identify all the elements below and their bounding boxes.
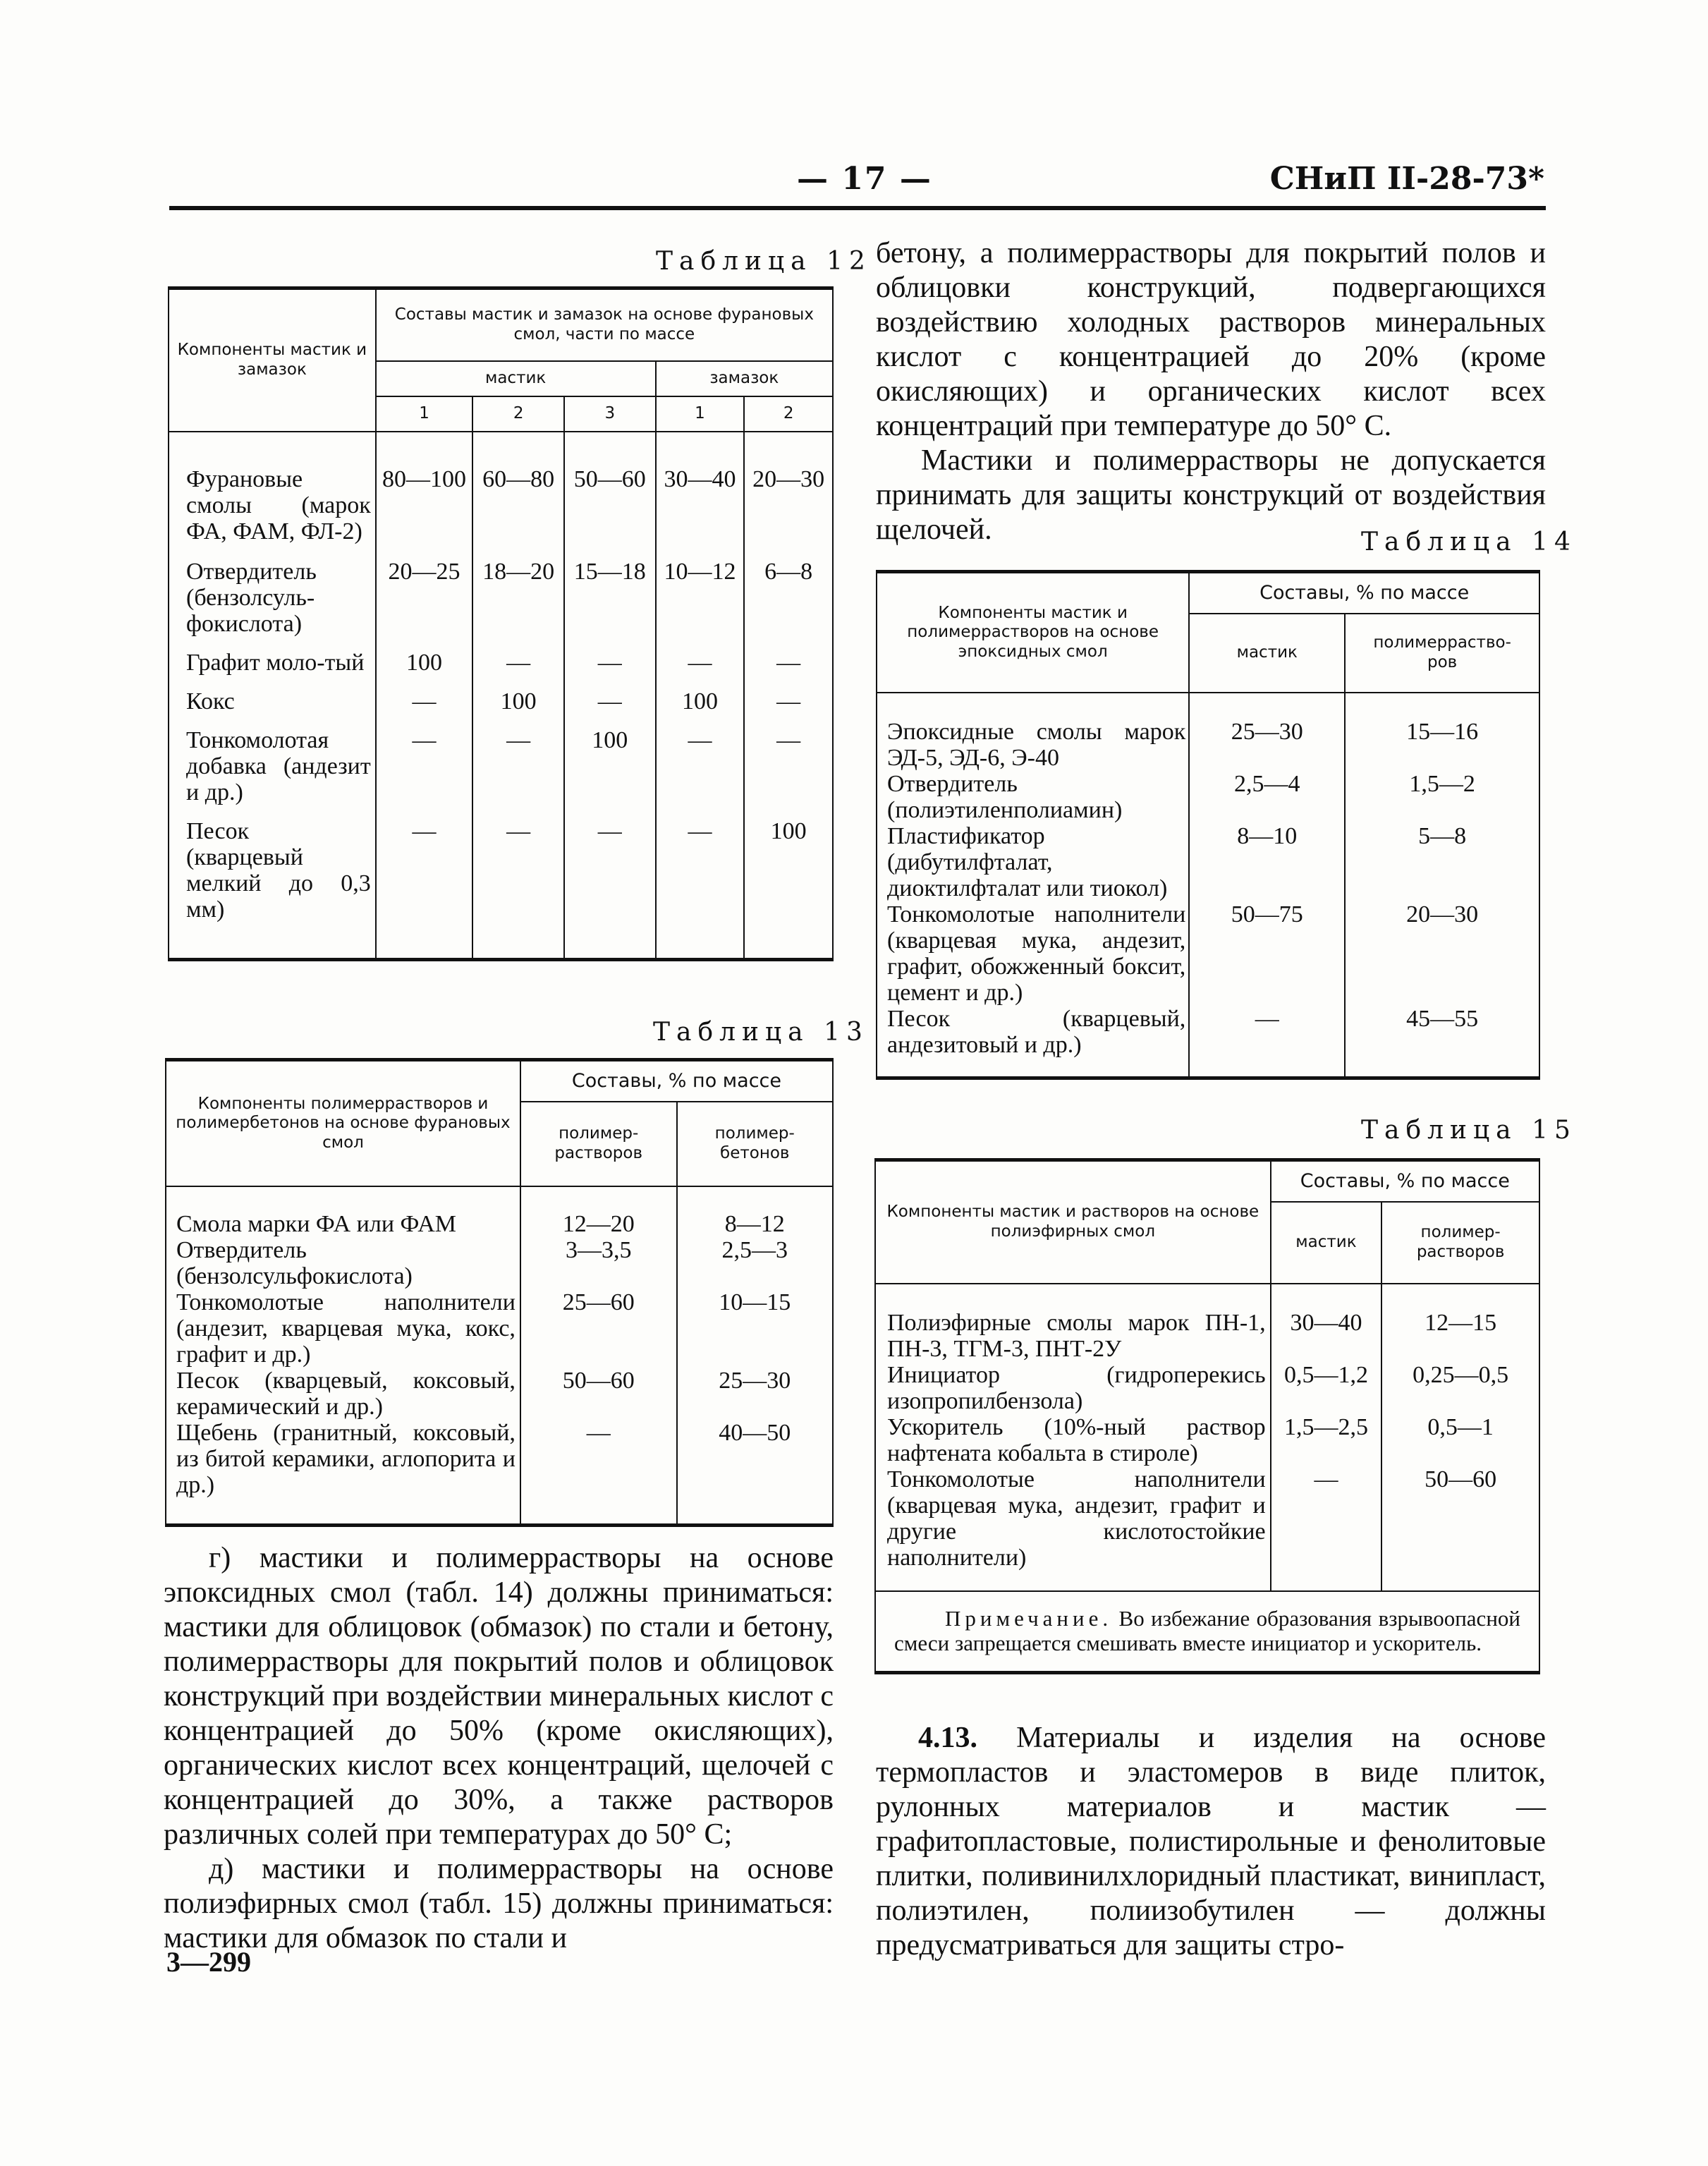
- table13-cell: 8—12: [677, 1186, 834, 1237]
- table15-sub1-header: мастик: [1271, 1202, 1382, 1284]
- table14-row-name: Тонкомолотые наполнители (кварцевая мука, андезит, графит, обожженный боксит, цемент и др.): [877, 901, 1189, 1006]
- table-row: [169, 432, 833, 554]
- table12-row-name: Тонкомолотая добавка (андезит и др.): [169, 723, 376, 814]
- table12-cell: —: [472, 645, 564, 684]
- table12-col-num: 1: [656, 396, 745, 432]
- table12-cell: 10—12: [656, 554, 745, 645]
- table-row: [169, 814, 833, 960]
- table12-col-num: 3: [564, 396, 656, 432]
- table15-cell: 0,5—1,2: [1271, 1362, 1382, 1414]
- table13-cell: 25—30: [677, 1368, 834, 1420]
- table14-row-name: Пластификатор (дибутилфталат, диоктилфталат или тиокол): [877, 823, 1189, 901]
- table13-cell: 50—60: [520, 1368, 677, 1420]
- table-row: [875, 1414, 1539, 1466]
- table14-row-name: Отвердитель (полиэтиленполиамин): [877, 771, 1189, 823]
- table15-row-name: Полиэфирные смолы марок ПН-1, ПН-3, ТГМ-3, ПНТ-2У: [875, 1284, 1271, 1362]
- table12-cell: 50—60: [564, 432, 656, 554]
- table15-row-name: Тонкомолотые наполнители (кварцевая мука, андезит, графит и другие кислотостойкие наполнители): [875, 1466, 1271, 1591]
- table-row: [877, 823, 1539, 901]
- table-row: [877, 771, 1539, 823]
- table14-cell: —: [1189, 1006, 1345, 1078]
- table12-cell: —: [376, 723, 473, 814]
- table-row: [169, 554, 833, 645]
- table13-group-header: Составы, % по массе: [520, 1060, 833, 1102]
- table12-mastic-header: мастик: [376, 361, 656, 396]
- table-row: [875, 1284, 1539, 1362]
- table14-group-header: Составы, % по массе: [1189, 572, 1539, 614]
- table12-putty-header: замазок: [656, 361, 833, 396]
- paragraph-d: д) мастики и полимеррастворы на основе полиэфирных смол (табл. 15) должны приниматься: мастики для обмазок по стали и: [164, 1853, 834, 1954]
- table12-cell: 60—80: [472, 432, 564, 554]
- table-row: [875, 1362, 1539, 1414]
- table12-cell: 100: [564, 723, 656, 814]
- table14-row-name: Песок (кварцевый, андезитовый и др.): [877, 1006, 1189, 1078]
- table15-note: [875, 1591, 1539, 1673]
- table13-sub1-header: полимер-растворов: [520, 1102, 677, 1186]
- table13-row-name: Отвердитель (бензолсульфокислота): [166, 1237, 520, 1289]
- table12-cell: 18—20: [472, 554, 564, 645]
- table12-cell: —: [656, 645, 745, 684]
- table15-cell: 30—40: [1271, 1284, 1382, 1362]
- table12-cell: —: [564, 814, 656, 960]
- table13-cell: 3—3,5: [520, 1237, 677, 1289]
- table15-cell: 1,5—2,5: [1271, 1414, 1382, 1466]
- table15-cell: 12—15: [1381, 1284, 1539, 1362]
- table12-cell: —: [472, 814, 564, 960]
- table-row: [877, 901, 1539, 1006]
- table13-cell: 40—50: [677, 1420, 834, 1526]
- table12-cell: —: [656, 814, 745, 960]
- table14-cell: 25—30: [1189, 693, 1345, 771]
- table-row: [166, 1289, 833, 1368]
- table12-cell: —: [656, 723, 745, 814]
- footer-code: 3—299: [166, 1946, 251, 1978]
- table13-cell: 10—15: [677, 1289, 834, 1368]
- table12-cell: —: [744, 684, 833, 723]
- table15-cell: 50—60: [1381, 1466, 1539, 1591]
- table14-caption: Таблица 14: [1361, 528, 1577, 556]
- table12-caption: Таблица 12: [656, 247, 872, 276]
- table13-cell: 25—60: [520, 1289, 677, 1368]
- table12-row-name: Отвердитель (бензолсуль-фокислота): [169, 554, 376, 645]
- table12-cell: 100: [656, 684, 745, 723]
- table-row: [169, 684, 833, 723]
- table12-cell: 6—8: [744, 554, 833, 645]
- table14-cell: 1,5—2: [1345, 771, 1539, 823]
- table12-cell: 20—25: [376, 554, 473, 645]
- paragraph-continuation: бетону, а полимеррастворы для покрытий полов и облицовки конструкций, подвергающихся воздействию холодных растворов минеральных кислот с концентрацией до 20% (кроме окисляющих) и органических кислот всех концентраций при температуре до 50° С.: [876, 237, 1546, 442]
- table14-cell: 20—30: [1345, 901, 1539, 1006]
- table14-component-header: Компоненты мастик и полимеррастворов на основе эпоксидных смол: [877, 572, 1189, 693]
- table15-cell: 0,5—1: [1381, 1414, 1539, 1466]
- paragraph-alkali: Мастики и полимеррастворы не допускается принимать для защиты конструкций от воздействия щелочей.: [876, 444, 1546, 546]
- table12-cell: 30—40: [656, 432, 745, 554]
- table15-cell: 0,25—0,5: [1381, 1362, 1539, 1414]
- table12-cell: 100: [376, 645, 473, 684]
- right-top-text: [876, 236, 1546, 547]
- table14-sub1-header: мастик: [1189, 614, 1345, 693]
- header-rule: [169, 206, 1546, 210]
- table13-row-name: Смола марки ФА или ФАМ: [166, 1186, 520, 1237]
- table12-cell: 20—30: [744, 432, 833, 554]
- clause-4-13: [876, 1721, 1546, 1963]
- table15-caption: Таблица 15: [1361, 1116, 1577, 1145]
- table15-sub2-header: полимер-растворов: [1381, 1202, 1539, 1284]
- table13: [165, 1058, 834, 1527]
- note-text: Во избежание образования взрывоопасной смеси запрещается смешивать вместе инициатор и ускоритель.: [894, 1606, 1520, 1655]
- table12-cell: —: [744, 645, 833, 684]
- table12-component-header: Компоненты мастик и замазок: [169, 288, 376, 432]
- table12-row-name: Графит моло-тый: [169, 645, 376, 684]
- left-text-block: [164, 1541, 834, 1956]
- table12-cell: —: [564, 645, 656, 684]
- table-row: [166, 1186, 833, 1237]
- table14-cell: 45—55: [1345, 1006, 1539, 1078]
- table12-cell: 100: [472, 684, 564, 723]
- table13-row-name: Тонкомолотые наполнители (андезит, кварцевая мука, кокс, графит и др.): [166, 1289, 520, 1368]
- table12-cell: 15—18: [564, 554, 656, 645]
- table12-row-name: Кокс: [169, 684, 376, 723]
- table12-cell: —: [472, 723, 564, 814]
- table14: [876, 570, 1540, 1080]
- table12-cell: —: [564, 684, 656, 723]
- table14-cell: 2,5—4: [1189, 771, 1345, 823]
- table12: [168, 286, 834, 961]
- table14-cell: 5—8: [1345, 823, 1539, 901]
- page-number: — 17 —: [797, 161, 932, 197]
- table12-group-header: Составы мастик и замазок на основе фурановых смол, части по массе: [376, 288, 833, 362]
- table12-col-num: 1: [376, 396, 473, 432]
- table-row: [166, 1420, 833, 1526]
- table15-row-name: Инициатор (гидроперекись изопропилбензола): [875, 1362, 1271, 1414]
- table15-cell: —: [1271, 1466, 1382, 1591]
- table12-cell: —: [376, 814, 473, 960]
- table12-cell: —: [744, 723, 833, 814]
- table15: [874, 1158, 1540, 1674]
- table12-row-name: Песок (кварцевый мелкий до 0,3 мм): [169, 814, 376, 960]
- table-row: [166, 1237, 833, 1289]
- table14-row-name: Эпоксидные смолы марок ЭД-5, ЭД-6, Э-40: [877, 693, 1189, 771]
- table15-component-header: Компоненты мастик и растворов на основе полиэфирных смол: [875, 1160, 1271, 1284]
- table13-cell: 12—20: [520, 1186, 677, 1237]
- table-row: [169, 645, 833, 684]
- table15-group-header: Составы, % по массе: [1271, 1160, 1539, 1203]
- clause-text: Материалы и изделия на основе термопластов и эластомеров в виде плиток, рулонных материалов и мастик — графитопластовые, полистирольные и фенолитовые плитки, поливинилхлоридный пластикат, винипласт, полиэтилен, полиизобутилен — должны предусматриваться для защиты стро-: [876, 1722, 1546, 1961]
- table13-cell: 2,5—3: [677, 1237, 834, 1289]
- paragraph-g: г) мастики и полимеррастворы на основе эпоксидных смол (табл. 14) должны приниматься: мастики для облицовок (обмазок) по стали и бетону, полимеррастворы для покрытий полов и облицовок конструкций при воздействии минеральных кислот с концентрацией до 50% (кроме окисляющих), органических кислот всех концентраций, щелочей с концентрацией до 30%, а также растворов различных солей при температурах до 50° С;: [164, 1542, 834, 1851]
- table12-col-num: 2: [472, 396, 564, 432]
- table13-component-header: Компоненты полимеррастворов и полимербетонов на основе фурановых смол: [166, 1060, 520, 1187]
- table13-caption: Таблица 13: [653, 1018, 869, 1047]
- table-row: [169, 723, 833, 814]
- table14-cell: 15—16: [1345, 693, 1539, 771]
- table13-sub2-header: полимер-бетонов: [677, 1102, 834, 1186]
- table-row: [877, 693, 1539, 771]
- table-row: [875, 1466, 1539, 1591]
- table14-cell: 50—75: [1189, 901, 1345, 1006]
- clause-number: 4.13.: [918, 1722, 977, 1754]
- table12-row-name: Фурановые смолы (марок ФА, ФАМ, ФЛ-2): [169, 432, 376, 554]
- table13-cell: —: [520, 1420, 677, 1526]
- note-label: Примечание.: [945, 1606, 1113, 1631]
- table12-col-num: 2: [744, 396, 833, 432]
- table13-row-name: Песок (кварцевый, коксовый, керамический и др.): [166, 1368, 520, 1420]
- table14-cell: 8—10: [1189, 823, 1345, 901]
- table14-sub2-header: полимерраство-ров: [1345, 614, 1539, 693]
- table12-cell: —: [376, 684, 473, 723]
- table-row: [166, 1368, 833, 1420]
- table12-cell: 80—100: [376, 432, 473, 554]
- table12-cell: 100: [744, 814, 833, 960]
- document-code: СНиП II-28-73*: [1269, 161, 1544, 197]
- table15-row-name: Ускоритель (10%-ный раствор нафтената кобальта в стироле): [875, 1414, 1271, 1466]
- table13-row-name: Щебень (гранитный, коксовый, из битой керамики, аглопорита и др.): [166, 1420, 520, 1526]
- table-row: [877, 1006, 1539, 1078]
